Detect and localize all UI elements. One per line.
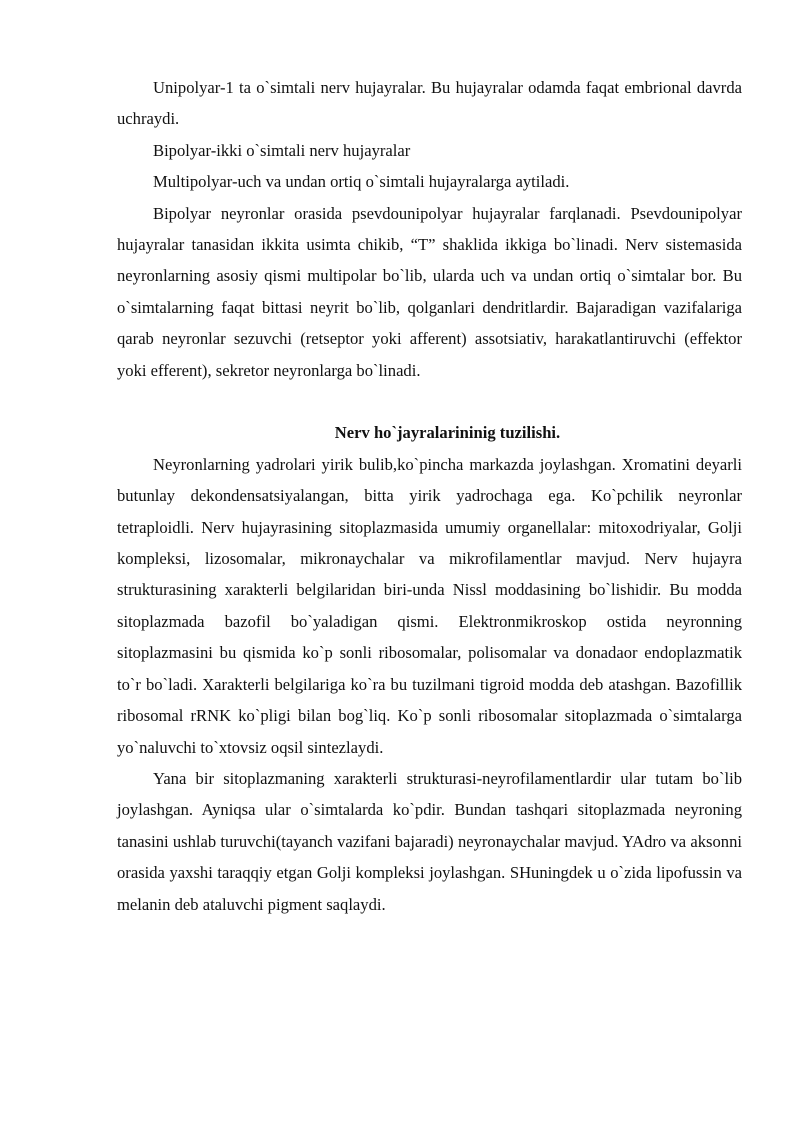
paragraph-nuclei: Neyronlarning yadrolari yirik bulib,ko`pincha markazda joylashgan. Xromatini deyarli butunlay dekondensatsiyalangan, bitta yirik yadrochaga ega. Ko`pchilik neyronlar tetraploidli. Nerv hujayrasining sitoplazmasida umumiy organellalar: mitoxodriyalar, Golji kompleksi, lizosomalar, mikronaychalar va mikrofilamentlar mavjud. Nerv hujayra strukturasining xarakterli belgilaridan biri-unda Nissl moddasining bo`lishidir. Bu modda sitoplazmada bazofil bo`yaladigan qismi. Elektronmikroskop ostida neyronning sitoplazmasini bu qismida ko`p sonli ribosomalar, polisomalar va donadaor endoplazmatik to`r bo`ladi. Xarakterli belgilariga ko`ra bu tuzilmani tigroid modda deb atashgan. Bazofillik ribosomal rRNK ko`pligi bilan bog`liq. Ko`p sonli ribosomalar sitoplazmada o`simtalarga yo`naluvchi to`xtovsiz oqsil sintezlaydi. xyxy=(117,454,742,757)
paragraph-unipolar: Unipolyar-1 ta o`simtali nerv hujayralar. Bu hujayralar odamda faqat embrional davrda uchraydi. xyxy=(117,78,742,129)
blank-line xyxy=(117,386,742,417)
paragraph-pseudounipolar: Bipolyar neyronlar orasida psevdounipolyar hujayralar farqlanadi. Psevdounipolyar hujayralar tanasidan ikkita usimta chikib, “T” shaklida ikkiga bo`linadi. Nerv sistemasida neyronlarning asosiy qismi multipolar bo`lib, ularda uch va undan ortiq o`simtalar bor. Bu o`simtalarning faqat bittasi neyrit bo`lib, qolganlari dendritlardir. Bajaradigan vazifalariga qarab neyronlar sezuvchi (retseptor yoki afferent) assotsiativ, harakatlantiruvchi (effektor yoki efferent), sekretor neyronlarga bo`linadi. xyxy=(117,203,742,380)
document-body xyxy=(117,72,742,920)
paragraph-bipolar: Bipolyar-ikki o`simtali nerv hujayralar xyxy=(153,140,411,160)
paragraph-neurofilaments: Yana bir sitoplazmaning xarakterli strukturasi-neyrofilamentlardir ular tutam bo`lib joylashgan. Ayniqsa ular o`simtalarda ko`pdir. Bundan tashqari sitoplazmada neyroning tanasini ushlab turuvchi(tayanch vazifani bajaradi) neyronaychalar mavjud. YAdro va aksonni orasida yaxshi taraqqiy etgan Golji kompleksi joylashgan. SHuningdek u o`zida lipofussin va melanin deb ataluvchi pigment saqlaydi. xyxy=(117,768,742,914)
paragraph-multipolar: Multipolyar-uch va undan ortiq o`simtali hujayralarga aytiladi. xyxy=(153,172,570,192)
section-heading: Nerv ho`jayralarininig tuzilishi. xyxy=(334,423,561,443)
